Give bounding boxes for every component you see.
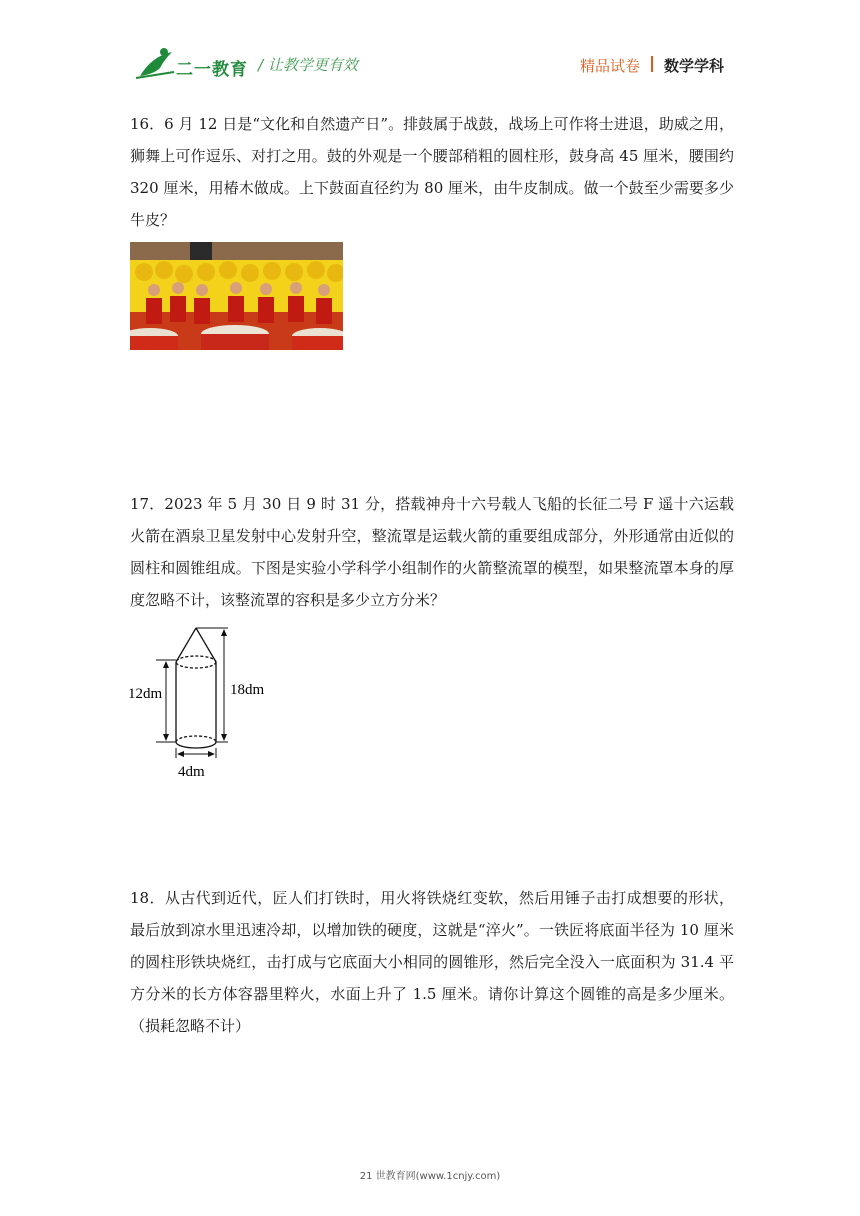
drum-performers-photo	[130, 242, 343, 350]
header-tag-subject: 数学学科	[664, 57, 725, 75]
question-16: 16．6 月 12 日是“文化和自然遗产日”。排鼓属于战鼓，战场上可作将士进退，助威之用，狮舞上可作逗乐、对打之用。鼓的外观是一个腰部稍粗的圆柱形，鼓身高 45 厘米，腰围约 320 厘米，用椿木做成。上下鼓面直径约为 80 厘米，由牛皮制成。做一个鼓至少需要多少牛皮？	[130, 115, 734, 229]
page-footer: 21 世教育网(www.1cnjy.com)	[359, 1171, 501, 1182]
fairing-diagram	[128, 624, 278, 784]
question-18: 18．从古代到近代，匠人们打铁时，用火将铁烧红变软，然后用锤子击打成想要的形状，最后放到凉水里迅速冷却，以增加铁的硬度，这就是“淬火”。一铁匠将底面半径为 10 厘米的圆柱形铁块烧红，击打成与它底面大小相同的圆锥形，然后完全没入一底面积为 31.4 平方分米的长方体容器里粹火，水面上升了 1.5 厘米。请你计算这个圆锥的高是多少厘米。（损耗忽略不计）	[130, 889, 734, 1035]
header-slogan: / 让教学更有效	[258, 56, 358, 74]
page-header	[0, 0, 860, 90]
header-tag-premium: 精品试卷	[580, 57, 641, 75]
label-cylinder-height: 12dm	[128, 686, 163, 702]
label-total-height: 18dm	[230, 682, 265, 698]
label-diameter: 4dm	[178, 764, 205, 780]
header-divider	[651, 56, 653, 72]
question-17: 17．2023 年 5 月 30 日 9 时 31 分，搭载神舟十六号载人飞船的长征二号 F 遥十六运载火箭在酒泉卫星发射中心发射升空，整流罩是运载火箭的重要组成部分，外形通常由近似的圆柱和圆锥组成。下图是实验小学科学小组制作的火箭整流罩的模型，如果整流罩本身的厚度忽略不计，该整流罩的容积是多少立方分米？	[130, 495, 734, 609]
logo-text: 二一教育	[176, 60, 248, 80]
